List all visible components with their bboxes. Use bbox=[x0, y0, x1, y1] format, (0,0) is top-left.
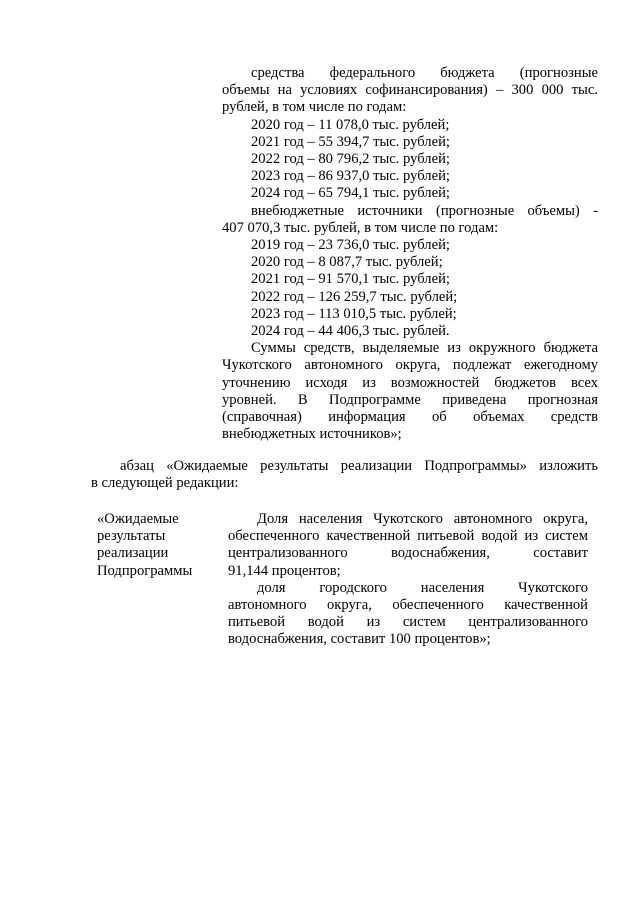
results-para2-line: водоснабжения, составит 100 процентов»; bbox=[228, 631, 491, 648]
federal-year-amount: 2022 год – 80 796,2 тыс. рублей; bbox=[251, 151, 450, 168]
offbudget-year-amount: 2020 год – 8 087,7 тыс. рублей; bbox=[251, 254, 443, 271]
federal-year-amount: 2021 год – 55 394,7 тыс. рублей; bbox=[251, 133, 450, 150]
amendment-line: в следующей редакции: bbox=[91, 475, 239, 492]
offbudget-year-amount: 2023 год – 113 010,5 тыс. рублей; bbox=[251, 305, 457, 322]
results-para2-line: автономного округа, обеспеченного качественной bbox=[228, 597, 588, 614]
funding-note-line: внебюджетных источников»; bbox=[222, 426, 402, 443]
funding-sources-section bbox=[222, 65, 598, 443]
offbudget-line: внебюджетные источники (прогнозные объемы) - bbox=[251, 202, 598, 219]
federal-year-amount: 2024 год – 65 794,1 тыс. рублей; bbox=[251, 185, 450, 202]
results-para2-line: доля городского населения Чукотского bbox=[257, 579, 588, 596]
results-para1-line: 91,144 процентов; bbox=[228, 562, 341, 579]
funding-note-line: (справочная) информация об объемах средств bbox=[222, 409, 598, 426]
results-label bbox=[97, 511, 222, 580]
results-text bbox=[228, 511, 588, 649]
amendment-line: абзац «Ожидаемые результаты реализации Подпрограммы» изложить bbox=[120, 458, 598, 474]
results-label-line: реализации bbox=[97, 545, 169, 562]
results-label-line: результаты bbox=[97, 528, 166, 545]
offbudget-line: 407 070,3 тыс. рублей, в том числе по годам: bbox=[222, 219, 499, 236]
funding-note-line: Чукотского автономного округа, подлежат ежегодному bbox=[222, 357, 598, 374]
offbudget-year-amount: 2024 год – 44 406,3 тыс. рублей. bbox=[251, 323, 450, 340]
results-para1-line: обеспеченного качественной питьевой водой из систем bbox=[228, 528, 588, 545]
funding-note-line: уровней. В Подпрограмме приведена прогнозная bbox=[222, 391, 598, 408]
federal-budget-line: объемы на условиях софинансирования) – 300 000 тыс. bbox=[222, 82, 598, 99]
offbudget-year-amount: 2022 год – 126 259,7 тыс. рублей; bbox=[251, 288, 458, 305]
federal-budget-line: рублей, в том числе по годам: bbox=[222, 99, 407, 116]
results-label-line: «Ожидаемые bbox=[97, 511, 179, 527]
results-para1-line: централизованного водоснабжения, составит bbox=[228, 545, 588, 562]
results-para1-line: Доля населения Чукотского автономного округа, bbox=[257, 511, 588, 527]
amendment-paragraph bbox=[91, 458, 598, 492]
federal-budget-line: средства федерального бюджета (прогнозные bbox=[251, 65, 598, 81]
results-label-line: Подпрограммы bbox=[97, 562, 193, 579]
funding-note-line: уточнению исходя из возможностей бюджетов всех bbox=[222, 374, 598, 391]
federal-year-amount: 2023 год – 86 937,0 тыс. рублей; bbox=[251, 168, 450, 185]
results-para2-line: питьевой водой из систем централизованного bbox=[228, 614, 588, 631]
offbudget-year-amount: 2019 год – 23 736,0 тыс. рублей; bbox=[251, 237, 450, 254]
federal-year-amount: 2020 год – 11 078,0 тыс. рублей; bbox=[251, 116, 450, 133]
funding-note-line: Суммы средств, выделяемые из окружного бюджета bbox=[251, 340, 598, 357]
offbudget-year-amount: 2021 год – 91 570,1 тыс. рублей; bbox=[251, 271, 450, 288]
